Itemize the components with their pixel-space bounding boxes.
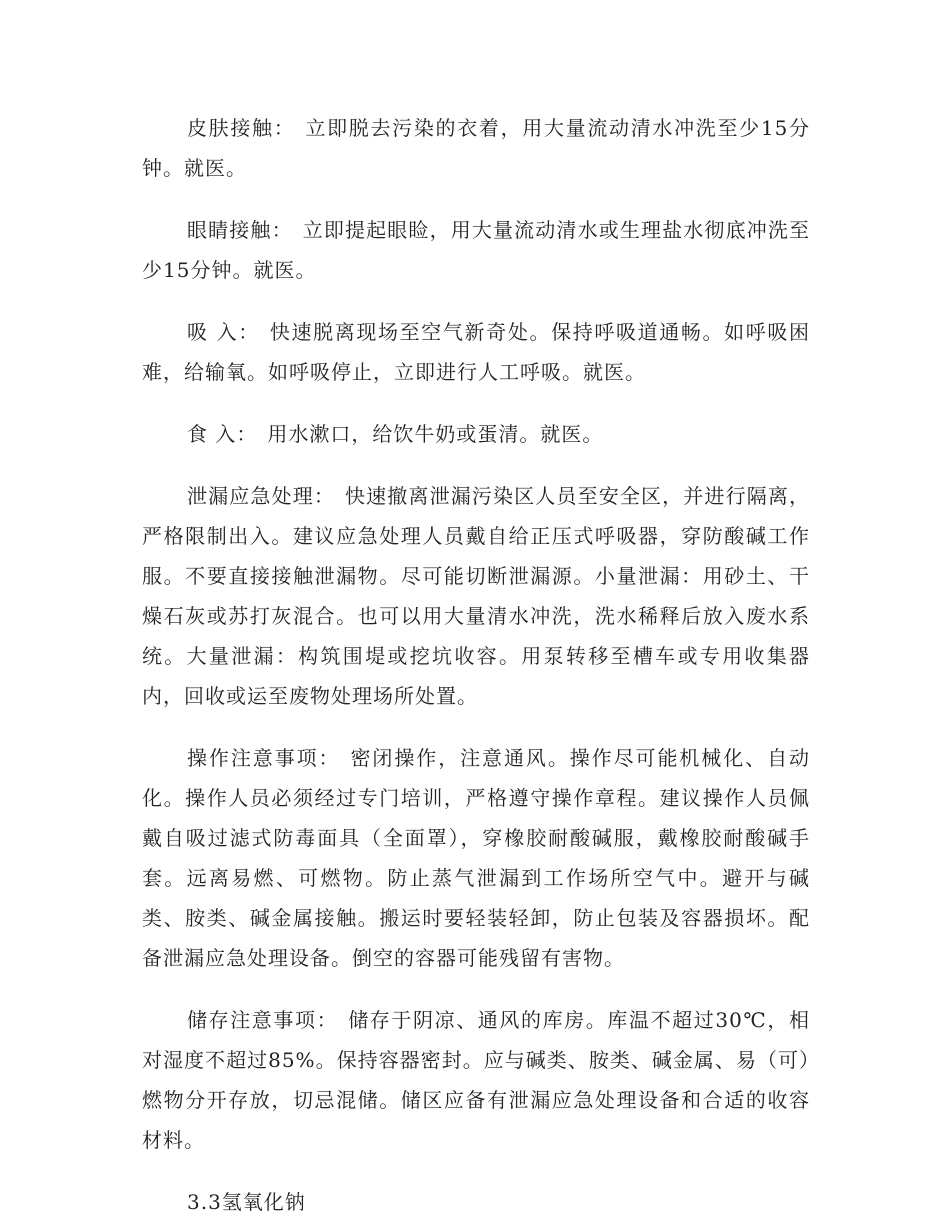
- paragraph-storage-notes: [142, 1000, 810, 1160]
- paragraph-label: 皮肤接触：: [187, 116, 296, 140]
- paragraph-skin-contact: [142, 108, 810, 188]
- paragraph-ingestion: [142, 414, 810, 454]
- paragraph-text: 储存于阴凉、通风的库房。库温不超过30℃，相对湿度不超过85%。保持容器密封。应与碱类、胺类、碱金属、易（可）燃物分开存放，切忌混储。储区应备有泄漏应急处理设备和合适的收容材料。: [142, 1008, 811, 1152]
- section-heading: 3.3氢氧化钠: [187, 1190, 306, 1214]
- document-body: [142, 108, 810, 1222]
- paragraph-leak-emergency: [142, 476, 810, 716]
- paragraph-text: 立即提起眼睑，用大量流动清水或生理盐水彻底冲洗至少15分钟。就医。: [142, 218, 811, 282]
- paragraph-text: 快速撤离泄漏污染区人员至安全区，并进行隔离，严格限制出入。建议应急处理人员戴自给正压式呼吸器，穿防酸碱工作服。不要直接接触泄漏物。尽可能切断泄漏源。小量泄漏：用砂土、干燥石灰或苏打灰混合。也可以用大量清水冲洗，洗水稀释后放入废水系统。大量泄漏：构筑围堤或挖坑收容。用泵转移至槽车或专用收集器内，回收或运至废物处理场所处置。: [142, 484, 810, 708]
- paragraph-text: 用水漱口，给饮牛奶或蛋清。就医。: [267, 422, 604, 446]
- paragraph-text: 立即脱去污染的衣着，用大量流动清水冲洗至少15分钟。就医。: [142, 116, 810, 180]
- paragraph-label: 泄漏应急处理：: [187, 484, 335, 508]
- paragraph-text: 快速脱离现场至空气新奇处。保持呼吸道通畅。如呼吸困难，给输氧。如呼吸停止，立即进行人工呼吸。就医。: [142, 320, 811, 384]
- paragraph-label: 眼睛接触：: [187, 218, 293, 242]
- paragraph-label: 食 入：: [187, 422, 258, 446]
- paragraph-label: 操作注意事项：: [187, 746, 341, 770]
- paragraph-eye-contact: [142, 210, 810, 290]
- paragraph-inhalation: [142, 312, 810, 392]
- paragraph-label: 吸 入：: [187, 320, 260, 344]
- paragraph-label: 储存注意事项：: [187, 1008, 339, 1032]
- paragraph-text: 密闭操作，注意通风。操作尽可能机械化、自动化。操作人员必须经过专门培训，严格遵守操作章程。建议操作人员佩戴自吸过滤式防毒面具（全面罩），穿橡胶耐酸碱服，戴橡胶耐酸碱手套。远离易燃、可燃物。防止蒸气泄漏到工作场所空气中。避开与碱类、胺类、碱金属接触。搬运时要轻装轻卸，防止包装及容器损坏。配备泄漏应急处理设备。倒空的容器可能残留有害物。: [142, 746, 811, 970]
- paragraph-operation-notes: [142, 738, 810, 978]
